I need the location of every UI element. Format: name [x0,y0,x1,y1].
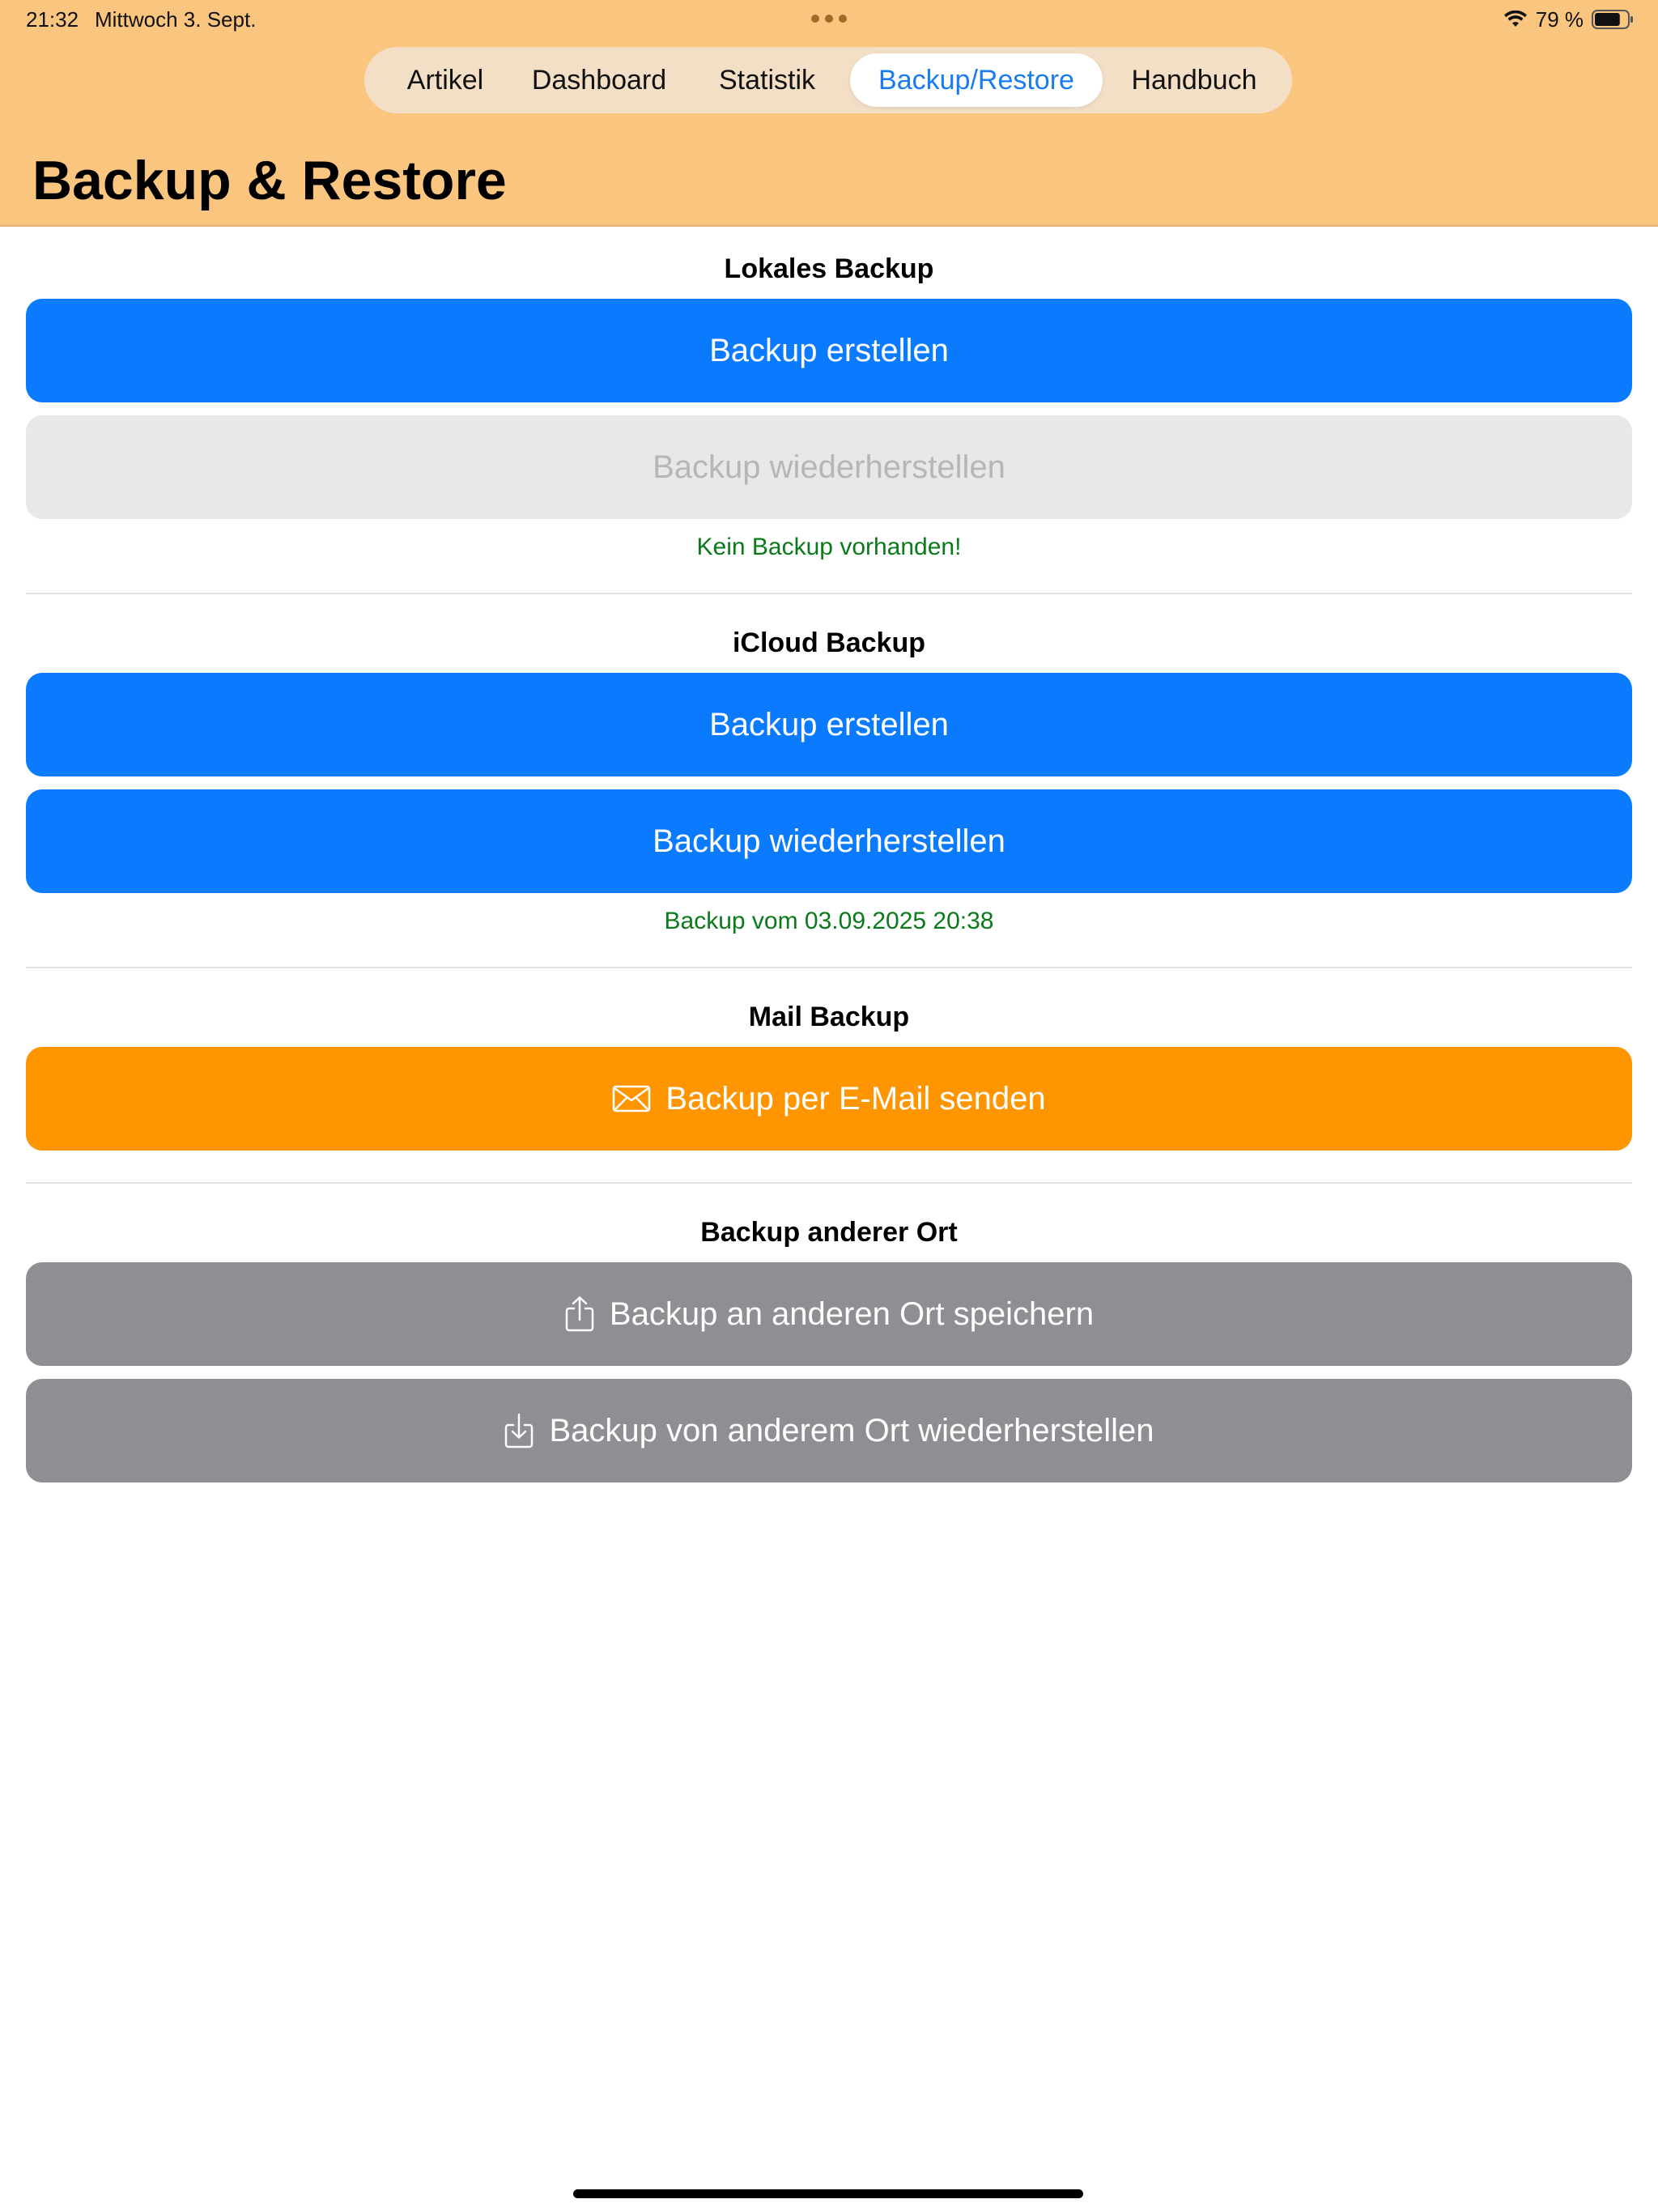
icloud-restore-backup-label: Backup wiederherstellen [653,823,1005,859]
tab-handbuch[interactable]: Handbuch [1131,65,1257,96]
status-date: Mittwoch 3. Sept. [95,7,257,32]
section-divider [26,1182,1632,1184]
section-divider [26,593,1632,594]
local-create-backup-label: Backup erstellen [709,332,949,368]
icloud-restore-backup-button[interactable] [26,789,1632,893]
share-icon [564,1295,595,1333]
save-to-other-location-label: Backup an anderen Ort speichern [609,1295,1095,1332]
status-time: 21:32 [26,7,79,32]
battery-percent: 79 % [1535,6,1584,32]
local-backup-status: Kein Backup vorhanden! [696,534,962,560]
status-indicators [1503,5,1634,34]
local-create-backup-button[interactable] [26,299,1632,402]
wifi-icon [1503,11,1528,28]
icloud-backup-title: iCloud Backup [732,627,926,658]
other-location-title: Backup anderer Ort [700,1217,958,1248]
save-to-other-location-button[interactable] [26,1262,1632,1366]
tab-artikel[interactable]: Artikel [406,65,484,96]
page-title: Backup & Restore [32,150,507,211]
tab-statistik[interactable]: Statistik [718,65,816,96]
battery-icon [1592,9,1634,30]
restore-from-other-location-label: Backup von anderem Ort wiederherstellen [549,1412,1154,1448]
local-restore-backup-label: Backup wiederherstellen [653,449,1005,485]
icloud-create-backup-label: Backup erstellen [709,706,949,742]
download-icon [504,1412,534,1449]
tab-backup-restore[interactable]: Backup/Restore [850,53,1103,107]
navigation-header [0,0,1658,227]
home-indicator[interactable] [573,2189,1083,2198]
mail-send-backup-button[interactable] [26,1047,1632,1151]
mail-send-backup-label: Backup per E-Mail senden [665,1080,1046,1117]
mail-backup-title: Mail Backup [748,1002,910,1032]
restore-from-other-location-button[interactable] [26,1379,1632,1482]
section-divider [26,967,1632,968]
multitasking-dots-icon[interactable] [811,15,847,23]
envelope-icon [612,1085,651,1112]
local-restore-backup-button [26,415,1632,519]
icloud-backup-status: Backup vom 03.09.2025 20:38 [664,908,994,934]
icloud-create-backup-button[interactable] [26,673,1632,776]
tab-dashboard[interactable]: Dashboard [531,65,667,96]
segmented-tab-bar [364,47,1292,113]
local-backup-title: Lokales Backup [724,253,934,284]
